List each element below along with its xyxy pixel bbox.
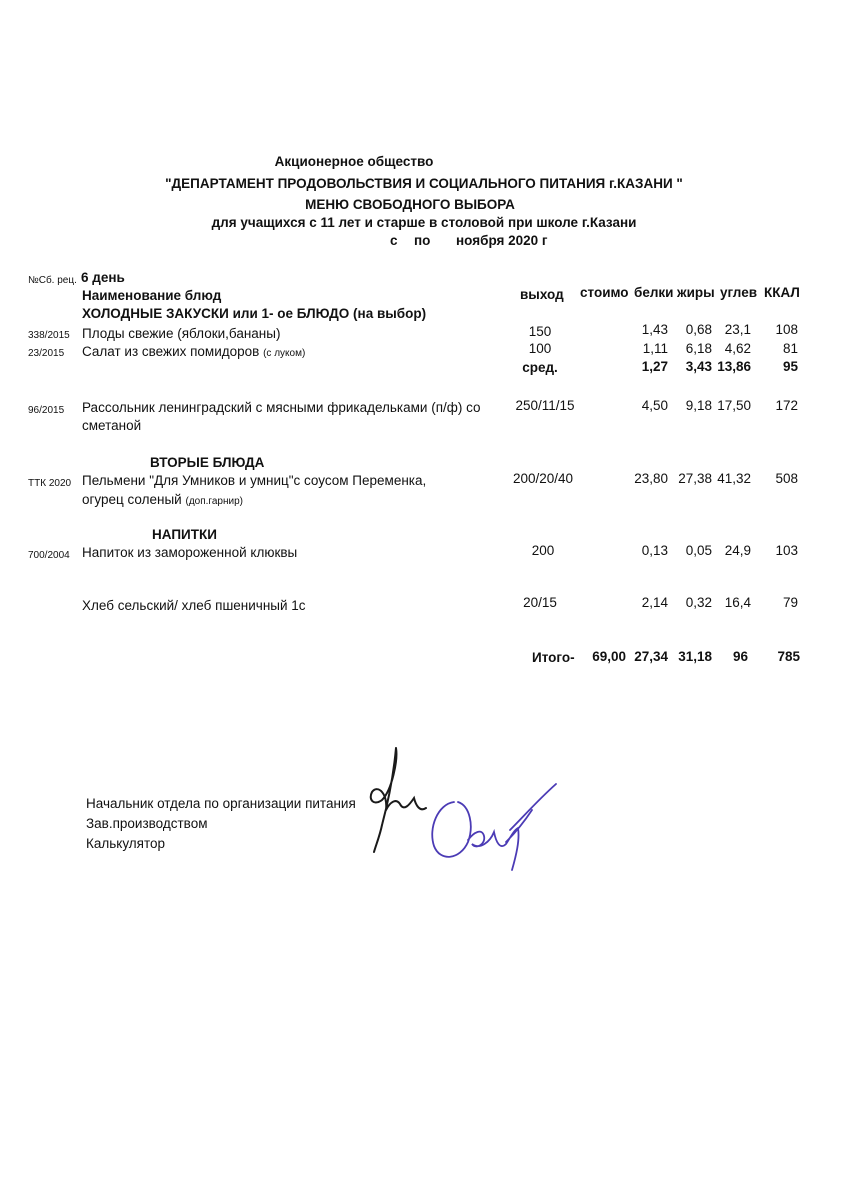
totals-kcal: 785 <box>777 649 800 664</box>
column-cost: стоимо <box>580 285 629 300</box>
row2-fat: 6,18 <box>685 341 712 356</box>
section-cold-dishes: ХОЛОДНЫЕ ЗАКУСКИ или 1- ое БЛЮДО (на выбор) <box>82 306 427 321</box>
row4-name-text: огурец соленый <box>82 492 182 507</box>
row6-name: Хлеб сельский/ хлеб пшеничный 1с <box>82 598 306 613</box>
document-title: МЕНЮ СВОБОДНОГО ВЫБОРА <box>305 197 515 212</box>
recipe-number-header: №Сб. рец. <box>28 275 77 286</box>
section-drinks: НАПИТКИ <box>152 527 217 542</box>
date-from: с <box>390 233 398 248</box>
row2-name-text: Салат из свежих помидоров <box>82 344 260 359</box>
avg-protein: 1,27 <box>641 359 668 374</box>
row6-carb: 16,4 <box>724 595 751 610</box>
row3-carb: 17,50 <box>717 398 751 413</box>
footer-calculator: Калькулятор <box>86 836 166 851</box>
avg-carb: 13,86 <box>717 359 751 374</box>
row1-protein: 1,43 <box>641 322 668 337</box>
totals-cost: 69,00 <box>592 649 626 664</box>
row3-protein: 4,50 <box>641 398 668 413</box>
row6-protein: 2,14 <box>641 595 668 610</box>
avg-fat: 3,43 <box>685 359 712 374</box>
row1-fat: 0,68 <box>685 322 712 337</box>
column-protein: белки <box>634 285 674 300</box>
document-subtitle: для учащихся с 11 лет и старше в столовой при школе г.Казани <box>211 215 637 230</box>
org-name: "ДЕПАРТАМЕНТ ПРОДОВОЛЬСТВИЯ И СОЦИАЛЬНОГО ПИТАНИЯ г.КАЗАНИ " <box>165 176 683 191</box>
org-type: Акционерное общество <box>274 154 434 169</box>
row2-code: 23/2015 <box>28 348 65 359</box>
column-kcal: ККАЛ <box>764 285 800 300</box>
totals-label: Итого- <box>532 650 575 665</box>
row2-kcal: 81 <box>782 341 798 356</box>
row3-code: 96/2015 <box>28 405 65 416</box>
avg-kcal: 95 <box>782 359 798 374</box>
row4-protein: 23,80 <box>634 471 668 486</box>
column-carb: углев <box>720 285 757 300</box>
row1-carb: 23,1 <box>724 322 751 337</box>
row2-output: 100 <box>528 341 552 356</box>
row6-output: 20/15 <box>523 595 557 610</box>
row5-fat: 0,05 <box>685 543 712 558</box>
row4-name-line2 <box>82 492 243 507</box>
row6-kcal: 79 <box>782 595 798 610</box>
column-output: выход <box>520 287 564 302</box>
row2-name <box>82 344 305 359</box>
row3-name-line1: Рассольник ленинградский с мясными фрикадельками (п/ф) со <box>82 400 481 415</box>
signature-violet <box>420 780 560 875</box>
row4-output: 200/20/40 <box>512 471 574 486</box>
day-label: 6 день <box>81 270 125 285</box>
avg-label: сред. <box>522 360 558 375</box>
row2-protein: 1,11 <box>642 341 668 356</box>
row3-output: 250/11/15 <box>515 398 575 413</box>
row1-name: Плоды свежие (яблоки,бананы) <box>82 326 281 341</box>
row6-fat: 0,32 <box>685 595 712 610</box>
column-name: Наименование блюд <box>82 288 222 303</box>
row5-code: 700/2004 <box>28 550 70 561</box>
footer-production-manager: Зав.производством <box>86 816 208 831</box>
totals-protein: 27,34 <box>634 649 668 664</box>
section-second-dishes: ВТОРЫЕ БЛЮДА <box>150 455 265 470</box>
row3-name-line2: сметаной <box>82 418 142 433</box>
row5-name: Напиток из замороженной клюквы <box>82 545 298 560</box>
date-month: ноября 2020 г <box>456 233 548 248</box>
row4-note: (доп.гарнир) <box>185 496 243 507</box>
row5-kcal: 103 <box>775 543 798 558</box>
row5-protein: 0,13 <box>641 543 668 558</box>
row3-kcal: 172 <box>775 398 798 413</box>
column-fat: жиры <box>677 285 715 300</box>
row1-output: 150 <box>528 324 552 339</box>
row2-carb: 4,62 <box>724 341 751 356</box>
row5-carb: 24,9 <box>724 543 751 558</box>
row4-code: ТТК 2020 <box>28 478 72 489</box>
row4-kcal: 508 <box>775 471 798 486</box>
totals-fat: 31,18 <box>678 649 712 664</box>
row5-output: 200 <box>531 543 555 558</box>
totals-carb: 96 <box>732 649 748 664</box>
row1-kcal: 108 <box>775 322 798 337</box>
row4-name-line1: Пельмени "Для Умников и умниц"с соусом Переменка, <box>82 473 427 488</box>
date-to: по <box>414 233 431 248</box>
row2-note: (с луком) <box>263 348 306 359</box>
row1-code: 338/2015 <box>28 330 70 341</box>
row4-fat: 27,38 <box>678 471 712 486</box>
row3-fat: 9,18 <box>685 398 712 413</box>
row4-carb: 41,32 <box>717 471 751 486</box>
footer-head-of-department: Начальник отдела по организации питания <box>86 796 356 811</box>
